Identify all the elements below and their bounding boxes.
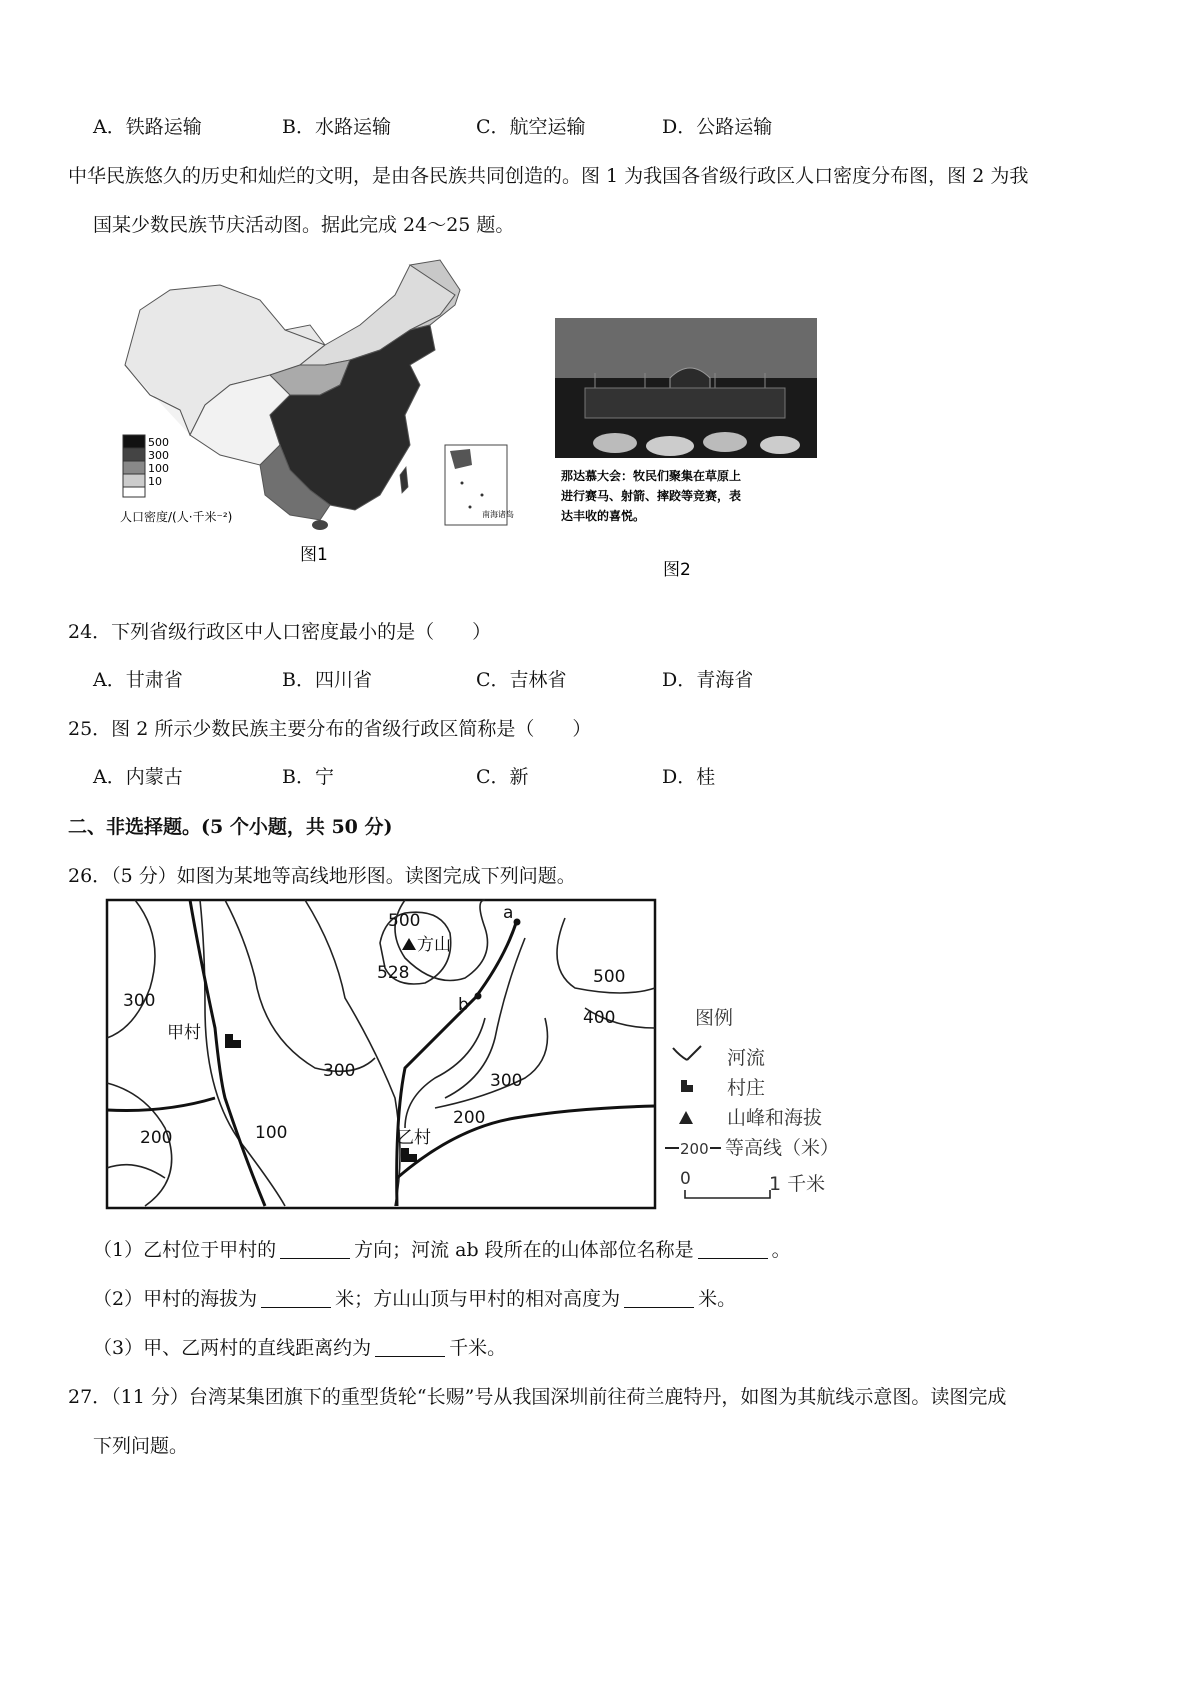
section-2-heading: 二、非选择题。(5 个小题，共 50 分) xyxy=(68,816,393,838)
q24-stem: 24．下列省级行政区中人口密度最小的是（ ） xyxy=(68,621,492,643)
legend-value-100: 100 xyxy=(148,462,169,475)
map-legend xyxy=(665,1007,839,1198)
q26-sub1-text-c: 。 xyxy=(771,1239,791,1261)
q25-option-a: A．内蒙古 xyxy=(93,766,183,788)
q26-sub3 xyxy=(93,1333,506,1360)
contour-label-300-east: 300 xyxy=(490,1071,523,1091)
legend-value-10: 10 xyxy=(148,475,162,488)
q26-contour-map xyxy=(105,898,895,1213)
option-a: A．铁路运输 xyxy=(93,116,202,138)
q24-option-b: B．四川省 xyxy=(282,669,372,691)
contour-label-200-east: 200 xyxy=(453,1108,486,1128)
contour-label-500-peak: 500 xyxy=(388,911,421,931)
legend-value-300: 300 xyxy=(148,449,169,462)
fig2-caption-line-1: 那达慕大会：牧民们聚集在草原上 xyxy=(561,469,742,483)
answer-blank[interactable] xyxy=(624,1289,694,1308)
inset-label: 南海诸岛 xyxy=(482,510,514,519)
contour-label-500: 500 xyxy=(593,967,626,987)
q26-sub2-text-a: （2）甲村的海拔为 xyxy=(93,1288,258,1310)
contour-label-100: 100 xyxy=(255,1123,288,1143)
legend-title: 图例 xyxy=(695,1007,734,1029)
legend-peak: 山峰和海拔 xyxy=(727,1107,823,1129)
village-yi: 乙村 xyxy=(397,1128,431,1148)
legend-contour: 等高线（米） xyxy=(725,1137,840,1159)
option-c: C．航空运输 xyxy=(476,116,586,138)
q26-stem: 26．（5 分）如图为某地等高线地形图。读图完成下列问题。 xyxy=(68,865,576,887)
point-a: a xyxy=(503,903,514,923)
village-jia: 甲村 xyxy=(167,1023,201,1043)
legend-contour-sample: 200 xyxy=(680,1140,709,1158)
contour-label-300-center: 300 xyxy=(323,1061,356,1081)
q26-sub3-text-b: 千米。 xyxy=(449,1337,507,1359)
q27-line-1: 27．（11 分）台湾某集团旗下的重型货轮“长赐”号从我国深圳前往荷兰鹿特丹，如图为其航线示意图。读图完成 xyxy=(68,1386,1007,1408)
contour-label-400: 400 xyxy=(583,1008,616,1028)
legend-value-500: 500 xyxy=(148,436,169,449)
q26-sub2-text-b: 米；方山山顶与甲村的相对高度为 xyxy=(335,1288,621,1310)
q26-sub2 xyxy=(93,1284,736,1311)
figure-1-population-map xyxy=(110,255,514,575)
village-legend-icon xyxy=(681,1080,687,1092)
q25-option-b: B．宁 xyxy=(282,766,334,788)
q25-option-c: C．新 xyxy=(476,766,529,788)
river-legend-icon xyxy=(673,1046,701,1060)
option-b: B．水路运输 xyxy=(282,116,391,138)
q24-option-a: A．甘肃省 xyxy=(93,669,183,691)
contour-label-300-west: 300 xyxy=(123,991,156,1011)
contour-label-200-west: 200 xyxy=(140,1128,173,1148)
legend-title: 人口密度/(人·千米⁻²) xyxy=(120,510,233,524)
q25-stem: 25．图 2 所示少数民族主要分布的省级行政区简称是（ ） xyxy=(68,718,592,740)
intro-line-2: 国某少数民族节庆活动图。据此完成 24～25 题。 xyxy=(93,214,515,236)
fig2-caption-line-2: 进行赛马、射箭、摔跤等竞赛，表 xyxy=(561,489,742,503)
q25-option-d: D．桂 xyxy=(662,766,716,788)
fig1-caption: 图1 xyxy=(300,545,328,565)
scale-label: 1 千米 xyxy=(769,1173,826,1195)
q26-sub1-text-a: （1）乙村位于甲村的 xyxy=(93,1239,277,1261)
q27-line-2: 下列问题。 xyxy=(93,1435,189,1457)
q24-option-d: D．青海省 xyxy=(662,669,754,691)
answer-blank[interactable] xyxy=(261,1289,331,1308)
peak-name: 方山 xyxy=(417,935,451,955)
q26-sub1-text-b: 方向；河流 ab 段所在的山体部位名称是 xyxy=(354,1239,694,1261)
answer-blank[interactable] xyxy=(698,1240,768,1259)
point-b: b xyxy=(458,995,469,1015)
scale-zero: 0 xyxy=(680,1169,691,1189)
q26-sub2-text-c: 米。 xyxy=(698,1288,737,1310)
peak-legend-icon xyxy=(679,1111,693,1124)
fig2-caption-line-3: 达丰收的喜悦。 xyxy=(561,509,646,523)
fig2-caption: 图2 xyxy=(663,560,691,580)
q26-sub3-text-a: （3）甲、乙两村的直线距离约为 xyxy=(93,1337,372,1359)
answer-blank[interactable] xyxy=(375,1338,445,1357)
q26-sub1 xyxy=(93,1235,791,1262)
legend-river: 河流 xyxy=(727,1047,766,1069)
option-d: D．公路运输 xyxy=(662,116,773,138)
legend-village: 村庄 xyxy=(727,1077,766,1099)
peak-elevation: 528 xyxy=(377,963,410,983)
answer-blank[interactable] xyxy=(280,1240,350,1259)
q24-option-c: C．吉林省 xyxy=(476,669,567,691)
scale-bar xyxy=(685,1190,770,1198)
intro-line-1: 中华民族悠久的历史和灿烂的文明，是由各民族共同创造的。图 1 为我国各省级行政区人口密度分布图，图 2 为我 xyxy=(68,165,1029,187)
figure-2-naadam-photo xyxy=(555,318,817,588)
